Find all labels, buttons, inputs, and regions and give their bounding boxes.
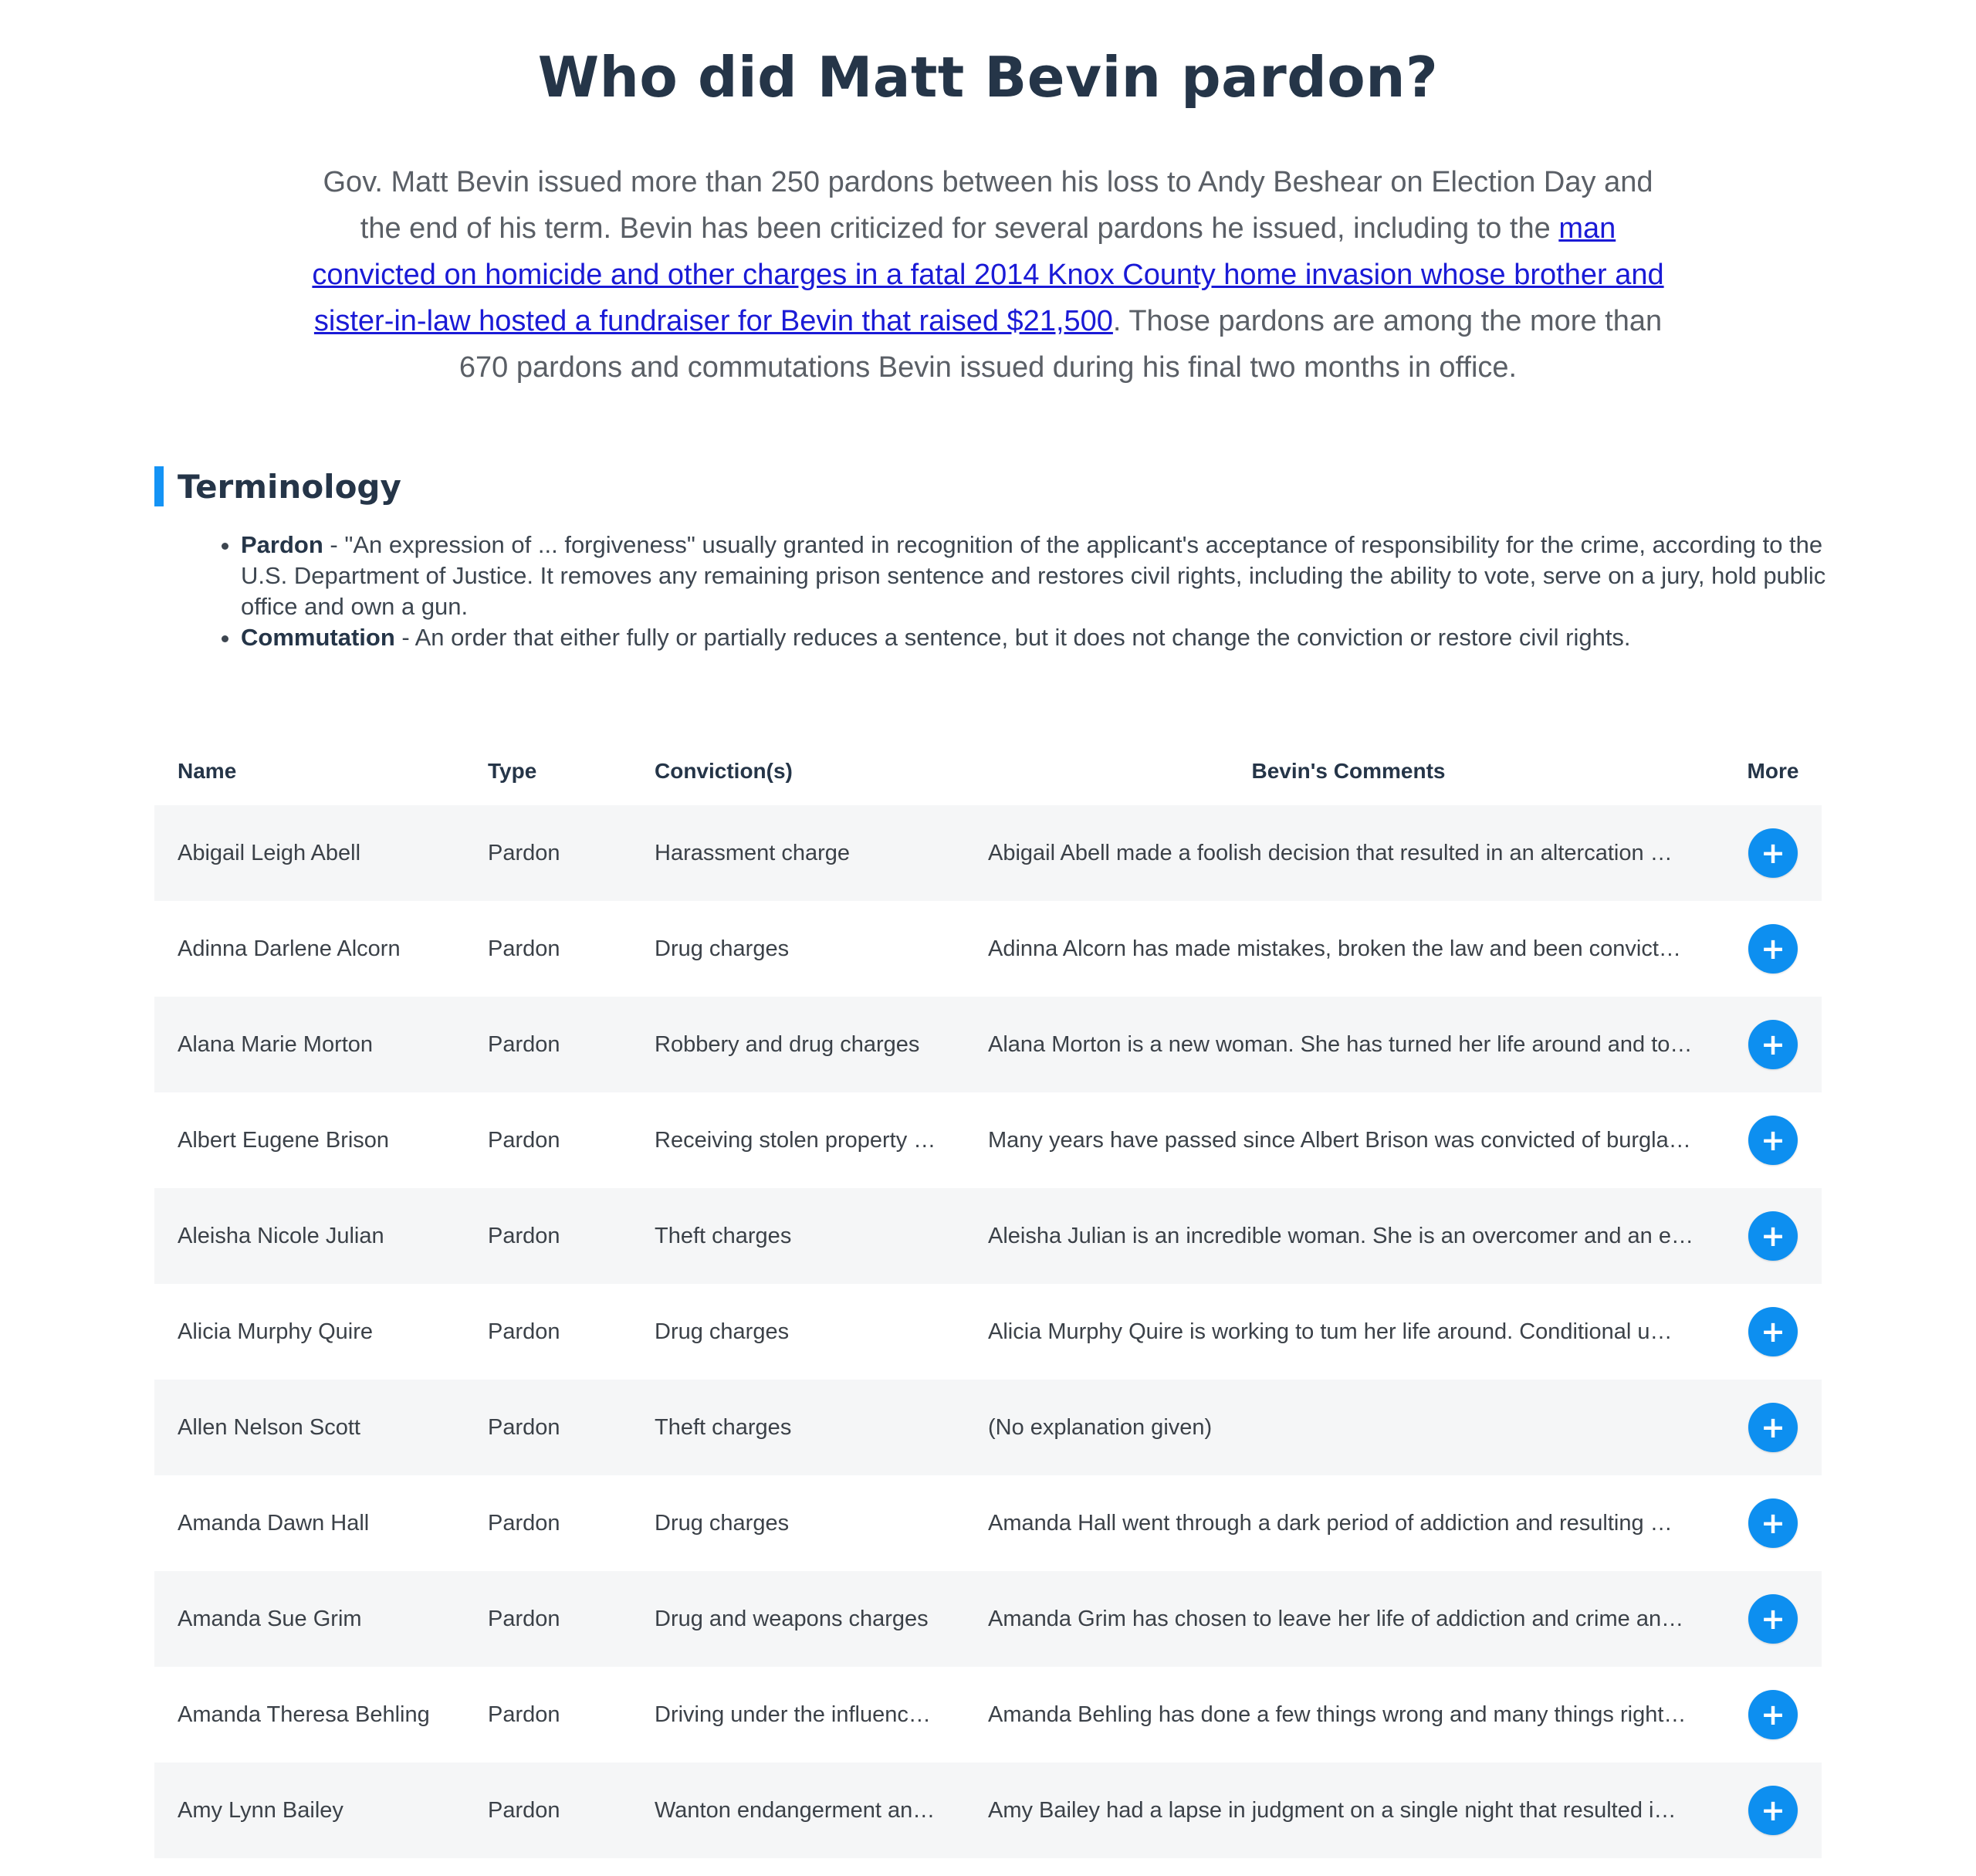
terminology-heading: Terminology <box>178 467 401 506</box>
term-label: Pardon <box>241 531 323 558</box>
plus-icon: + <box>1761 1698 1785 1732</box>
cell-conviction: Drug and weapons charges <box>655 1606 929 1631</box>
cell-conviction: Theft charges <box>655 1414 792 1440</box>
cell-comments: Many years have passed since Albert Brison was convicted of burgla… <box>988 1127 1691 1153</box>
table-row <box>154 997 1822 1092</box>
term-definition: - "An expression of ... forgiveness" usually granted in recognition of the applicant's acceptance of responsibility for the crime, according to the U.S. Department of Justice. It removes any remaining prison sentence and restores civil rights, including the ability to vote, serve on a jury, hold public office and own a gun. <box>241 531 1826 620</box>
plus-icon: + <box>1761 1410 1785 1444</box>
cell-conviction: Wanton endangerment an… <box>655 1797 936 1823</box>
cell-name: Abigail Leigh Abell <box>178 840 361 865</box>
cell-type: Pardon <box>488 1702 560 1727</box>
cell-comments: Abigail Abell made a foolish decision that resulted in an altercation … <box>988 840 1673 865</box>
pardons-table <box>154 737 1822 1858</box>
cell-conviction: Drug charges <box>655 1510 790 1536</box>
column-header-name[interactable]: Name <box>178 759 237 783</box>
cell-name: Alicia Murphy Quire <box>178 1319 374 1344</box>
terminology-header <box>154 466 401 506</box>
plus-icon: + <box>1761 1602 1785 1636</box>
cell-comments: Amanda Behling has done a few things wrong and many things right… <box>988 1702 1687 1727</box>
cell-type: Pardon <box>488 840 560 865</box>
table-row <box>154 1571 1822 1667</box>
cell-type: Pardon <box>488 1127 560 1153</box>
cell-comments: Amanda Grim has chosen to leave her life of addiction and crime an… <box>988 1606 1684 1631</box>
plus-icon: + <box>1761 1028 1785 1062</box>
cell-name: Albert Eugene Brison <box>178 1127 390 1153</box>
cell-conviction: Receiving stolen property … <box>655 1127 936 1153</box>
cell-type: Pardon <box>488 1223 560 1248</box>
table-row <box>154 1475 1822 1571</box>
cell-type: Pardon <box>488 1031 560 1057</box>
expand-row-button[interactable] <box>1748 924 1798 974</box>
cell-comments: Alicia Murphy Quire is working to tum her life around. Conditional u… <box>988 1319 1673 1344</box>
expand-row-button[interactable] <box>1748 828 1798 878</box>
expand-row-button[interactable] <box>1748 1211 1798 1261</box>
expand-row-button[interactable] <box>1748 1403 1798 1452</box>
table-row <box>154 1188 1822 1284</box>
plus-icon: + <box>1761 932 1785 966</box>
cell-type: Pardon <box>488 1510 560 1536</box>
column-header-type[interactable]: Type <box>488 759 537 783</box>
expand-row-button[interactable] <box>1748 1307 1798 1356</box>
cell-conviction: Robbery and drug charges <box>655 1031 920 1057</box>
column-header-comments[interactable]: Bevin's Comments <box>1251 759 1446 783</box>
table-header-row <box>154 737 1822 805</box>
cell-conviction: Drug charges <box>655 936 790 961</box>
table-row <box>154 1667 1822 1763</box>
expand-row-button[interactable] <box>1748 1786 1798 1835</box>
term-label: Commutation <box>241 624 395 651</box>
cell-name: Amanda Sue Grim <box>178 1606 362 1631</box>
cell-comments: Aleisha Julian is an incredible woman. She is an overcomer and an e… <box>988 1223 1693 1248</box>
cell-comments: Adinna Alcorn has made mistakes, broken the law and been convict… <box>988 936 1681 961</box>
plus-icon: + <box>1761 1219 1785 1253</box>
table-row <box>154 1284 1822 1380</box>
cell-name: Aleisha Nicole Julian <box>178 1223 384 1248</box>
table-row <box>154 1380 1822 1475</box>
section-accent-bar <box>154 466 164 506</box>
cell-type: Pardon <box>488 1797 560 1823</box>
column-header-more: More <box>1747 759 1799 783</box>
page-title: Who did Matt Bevin pardon? <box>537 45 1439 110</box>
terminology-list <box>207 530 1831 653</box>
cell-comments: Amanda Hall went through a dark period of addiction and resulting … <box>988 1510 1673 1536</box>
cell-name: Alana Marie Morton <box>178 1031 374 1057</box>
column-header-conviction[interactable]: Conviction(s) <box>655 759 793 783</box>
plus-icon: + <box>1761 1506 1785 1540</box>
plus-icon: + <box>1761 1123 1785 1157</box>
cell-name: Amy Lynn Bailey <box>178 1797 343 1823</box>
terminology-item-commutation <box>241 622 1831 653</box>
cell-comments: Amy Bailey had a lapse in judgment on a single night that resulted i… <box>988 1797 1677 1823</box>
intro-paragraph <box>309 159 1667 391</box>
cell-conviction: Drug charges <box>655 1319 790 1344</box>
cell-name: Amanda Theresa Behling <box>178 1702 430 1727</box>
cell-name: Adinna Darlene Alcorn <box>178 936 401 961</box>
terminology-item-pardon <box>241 530 1831 622</box>
intro-article-link[interactable]: man convicted on homicide and other charges in a fatal 2014 Knox County home invasion whose brother and sister-in-law hosted a fundraiser for Bevin that raised $21,500 <box>312 212 1664 337</box>
term-definition: - An order that either fully or partially reduces a sentence, but it does not change the conviction or restore civil rights. <box>394 624 1631 651</box>
expand-row-button[interactable] <box>1748 1116 1798 1165</box>
table-row <box>154 1763 1822 1858</box>
table-row <box>154 805 1822 901</box>
cell-comments: Alana Morton is a new woman. She has turned her life around and to… <box>988 1031 1693 1057</box>
intro-text-after: . Those pardons are among the more than 670 pardons and commutations Bevin issued during his final two months in office. <box>458 305 1663 384</box>
cell-conviction: Harassment charge <box>655 840 851 865</box>
cell-name: Amanda Dawn Hall <box>178 1510 370 1536</box>
intro-text-before: Gov. Matt Bevin issued more than 250 pardons between his loss to Andy Beshear on Election Day and the end of his term. Bevin has been criticized for several pardons he issued, including to the <box>323 166 1653 245</box>
cell-conviction: Theft charges <box>655 1223 792 1248</box>
cell-type: Pardon <box>488 1606 560 1631</box>
plus-icon: + <box>1761 836 1785 870</box>
cell-type: Pardon <box>488 1414 560 1440</box>
expand-row-button[interactable] <box>1748 1498 1798 1548</box>
plus-icon: + <box>1761 1315 1785 1349</box>
expand-row-button[interactable] <box>1748 1020 1798 1069</box>
cell-comments: (No explanation given) <box>988 1414 1213 1440</box>
table-row <box>154 1092 1822 1188</box>
expand-row-button[interactable] <box>1748 1594 1798 1644</box>
cell-name: Allen Nelson Scott <box>178 1414 360 1440</box>
expand-row-button[interactable] <box>1748 1690 1798 1739</box>
cell-conviction: Driving under the influenc… <box>655 1702 931 1727</box>
cell-type: Pardon <box>488 936 560 961</box>
cell-type: Pardon <box>488 1319 560 1344</box>
plus-icon: + <box>1761 1793 1785 1827</box>
table-row <box>154 901 1822 997</box>
